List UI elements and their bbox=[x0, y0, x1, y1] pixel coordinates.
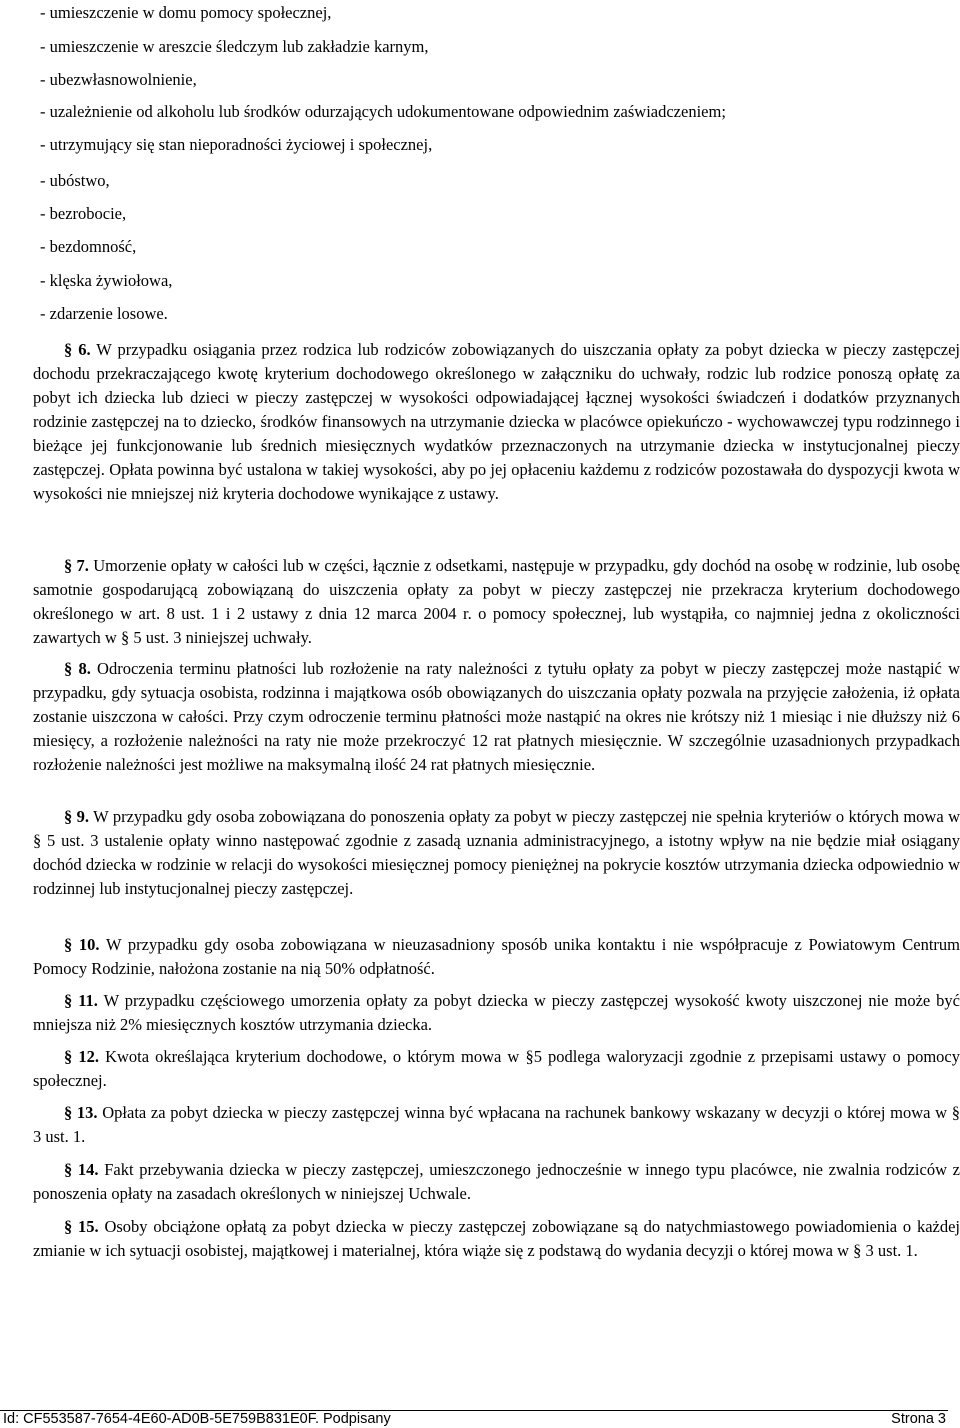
paragraph-number: § 15. bbox=[64, 1217, 99, 1236]
paragraph-text: Fakt przebywania dziecka w pieczy zastępczej, umieszczonego jednocześnie w innego typu placówce, nie zwalnia rodziców z ponoszenia opłaty na zasadach określonych w niniejszej Uchwale. bbox=[33, 1160, 960, 1203]
paragraph-text: W przypadku gdy osoba zobowiązana w nieuzasadniony sposób unika kontaktu i nie współpracuje z Powiatowym Centrum Pomocy Rodzinie, nałożona zostanie na nią 50% odpłatność. bbox=[33, 935, 960, 978]
list-item: - uzależnienie od alkoholu lub środków odurzających udokumentowane odpowiednim zaświadczeniem; bbox=[40, 102, 726, 121]
paragraph-number: § 13. bbox=[64, 1103, 98, 1122]
paragraph-text: Kwota określająca kryterium dochodowe, o którym mowa w §5 podlega waloryzacji zgodnie z przepisami ustawy o pomocy społecznej. bbox=[33, 1047, 960, 1090]
paragraph-text: Osoby obciążone opłatą za pobyt dziecka w pieczy zastępczej zobowiązane są do natychmiastowego powiadomienia o każdej zmianie w ich sytuacji osobistej, majątkowej i materialnej, która wiąże się z podstawą do wydania decyzji o której mowa w § 3 ust. 1. bbox=[33, 1217, 960, 1260]
paragraph-number: § 14. bbox=[64, 1160, 99, 1179]
document-id: Id: CF553587-7654-4E60-AD0B-5E759B831E0F. Podpisany bbox=[3, 1411, 391, 1427]
list-item: - zdarzenie losowe. bbox=[40, 304, 168, 323]
paragraph-text: W przypadku osiągania przez rodzica lub rodziców zobowiązanych do uiszczania opłaty za pobyt dziecka w pieczy zastępczej dochodu przekraczającego kwotę kryterium dochodowego określonego w załączniku do uchwały, rodzic lub rodzice ponoszą opłatę za pobyt ich dziecka lub dzieci w pieczy zastępczej w wysokości odpowiadającej łącznej wysokości świadczeń i dodatków przyznanych rodzinie zastępczej na to dziecko, środków finansowych na utrzymanie dziecka w placówce opiekuńczo - wychowawczej typu rodzinnego i bieżące jej funkcjonowanie lub średnich miesięcznych wydatków przeznaczonych na utrzymanie dziecka w instytucjonalnej pieczy zastępczej. Opłata powinna być ustalona w takiej wysokości, aby po jej opłaceniu każdemu z rodziców pozostawała do dyspozycji kwota w wysokości nie mniejszej niż kryteria dochodowe wynikające z ustawy. bbox=[33, 340, 960, 503]
paragraph-9 bbox=[33, 805, 960, 901]
paragraph-text: W przypadku gdy osoba zobowiązana do ponoszenia opłaty za pobyt w pieczy zastępczej nie spełnia kryteriów o których mowa w § 5 ust. 3 ustalenie opłaty winno następować zgodnie z zasadą uznania administracyjnego, a istotny wpływ na nie będzie miał osiągany dochód dziecka w rodzinie w relacji do wysokości miesięcznej pomocy pieniężnej na pokrycie kosztów utrzymania dziecka odpowiednio w rodzinnej lub instytucjonalnej pieczy zastępczej. bbox=[33, 807, 960, 898]
paragraph-6 bbox=[33, 338, 960, 506]
paragraph-15 bbox=[33, 1215, 960, 1263]
paragraph-number: § 12. bbox=[64, 1047, 99, 1066]
paragraph-text: Umorzenie opłaty w całości lub w części, łącznie z odsetkami, następuje w przypadku, gdy dochód na osobę w rodzinie, lub osobę samotnie gospodarującą zobowiązaną do uiszczenia opłaty za pobyt w pieczy zastępczej nie przekracza kryterium dochodowego określonego w art. 8 ust. 1 i 2 ustawy z dnia 12 marca 2004 r. o pomocy społecznej, lub wystąpiła, co najmniej jedna z okoliczności zawartych w § 5 ust. 3 niniejszej uchwały. bbox=[33, 556, 960, 647]
page-number: Strona 3 bbox=[891, 1411, 946, 1427]
paragraph-8 bbox=[33, 657, 960, 777]
paragraph-14 bbox=[33, 1158, 960, 1206]
list-item: - umieszczenie w areszcie śledczym lub zakładzie karnym, bbox=[40, 37, 429, 56]
paragraph-text: Odroczenia terminu płatności lub rozłożenie na raty należności z tytułu opłaty za pobyt w pieczy zastępczej może nastąpić w przypadku, gdy sytuacja osobista, rodzinna i majątkowa osób obowiązanych do uiszczania opłaty pozwala na przyjęcie założenia, iż opłata zostanie uiszczona w całości. Przy czym odroczenie terminu płatności może nastąpić na okres nie krótszy niż 1 miesiąc i nie dłuższy niż 6 miesięcy, a rozłożenie należności na raty nie może przekroczyć 12 rat płatnych miesięcznie. W szczególnie uzasadnionych przypadkach rozłożenie należności jest możliwe na maksymalną ilość 24 rat płatnych miesięcznie. bbox=[33, 659, 960, 774]
paragraph-number: § 11. bbox=[64, 991, 98, 1010]
list-item: - klęska żywiołowa, bbox=[40, 271, 173, 290]
paragraph-number: § 6. bbox=[64, 340, 91, 359]
list-item: - ubóstwo, bbox=[40, 171, 110, 190]
paragraph-7 bbox=[33, 554, 960, 650]
paragraph-text: Opłata za pobyt dziecka w pieczy zastępczej winna być wpłacana na rachunek bankowy wskazany w decyzji o której mowa w § 3 ust. 1. bbox=[33, 1103, 960, 1146]
list-item: - ubezwłasnowolnienie, bbox=[40, 70, 197, 89]
paragraph-number: § 9. bbox=[64, 807, 90, 826]
list-item: - bezrobocie, bbox=[40, 204, 127, 223]
paragraph-number: § 7. bbox=[64, 556, 89, 575]
paragraph-text: W przypadku częściowego umorzenia opłaty za pobyt dziecka w pieczy zastępczej wysokość kwoty uiszczonej nie może być mniejsza niż 2% miesięcznych kosztów utrzymania dziecka. bbox=[33, 991, 960, 1034]
paragraph-number: § 10. bbox=[64, 935, 100, 954]
paragraph-13 bbox=[33, 1101, 960, 1149]
list-item: - utrzymujący się stan nieporadności życiowej i społecznej, bbox=[40, 135, 433, 154]
list-item: - umieszczenie w domu pomocy społecznej, bbox=[40, 3, 332, 22]
paragraph-10 bbox=[33, 933, 960, 981]
paragraph-11 bbox=[33, 989, 960, 1037]
paragraph-12 bbox=[33, 1045, 960, 1093]
list-item: - bezdomność, bbox=[40, 237, 137, 256]
paragraph-number: § 8. bbox=[64, 659, 91, 678]
